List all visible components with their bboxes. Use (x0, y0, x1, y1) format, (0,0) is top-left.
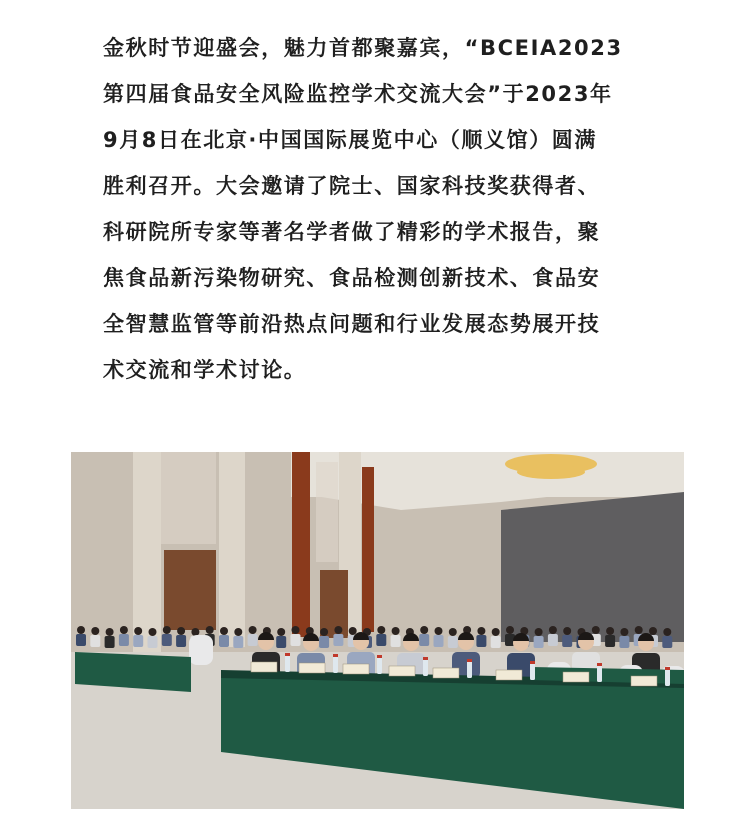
audience-member (233, 636, 243, 648)
water-bottle (665, 668, 670, 686)
name-card (299, 663, 325, 673)
water-bottle (377, 656, 382, 674)
water-bottle (597, 664, 602, 682)
audience-member (162, 634, 172, 646)
audience-head (592, 626, 600, 634)
audience-member (90, 635, 100, 647)
audience-head (249, 626, 257, 634)
audience-head (134, 627, 142, 635)
audience-member (376, 634, 386, 646)
audience-member (434, 635, 444, 647)
bottle-cap (377, 655, 382, 658)
audience-head (163, 626, 171, 634)
bottle-cap (597, 663, 602, 666)
audience-head (506, 626, 514, 634)
audience-head (563, 627, 571, 635)
audience-head (620, 628, 628, 636)
bottle-cap (665, 667, 670, 670)
audience-member (491, 636, 501, 648)
audience-member (562, 635, 572, 647)
audience-head (206, 626, 214, 634)
audience-head (635, 626, 643, 634)
name-card (631, 676, 657, 686)
water-bottle (467, 660, 472, 678)
audience-member (119, 634, 129, 646)
name-card (563, 672, 589, 682)
audience-head (234, 628, 242, 636)
audience-head (549, 626, 557, 634)
audience-member (605, 635, 615, 647)
bottle-cap (423, 657, 428, 660)
audience-member (248, 634, 258, 646)
audience-head (420, 626, 428, 634)
name-card (433, 668, 459, 678)
audience-head (334, 626, 342, 634)
audience-head (663, 628, 671, 636)
audience-member (534, 636, 544, 648)
audience-member (219, 635, 229, 647)
audience-head (449, 628, 457, 636)
audience-member (619, 636, 629, 648)
bottle-cap (333, 654, 338, 657)
audience-member (291, 634, 301, 646)
conference-photo (71, 452, 684, 809)
audience-head (120, 626, 128, 634)
water-bottle (530, 662, 535, 680)
audience-member (148, 636, 158, 648)
water-bottle (285, 654, 290, 672)
audience-head (177, 627, 185, 635)
water-bottle (423, 658, 428, 676)
paragraph-line: 金秋时节迎盛会，魅力首都聚嘉宾，“BCEIA2023 (103, 36, 623, 60)
audience-head (477, 627, 485, 635)
audience-member (333, 634, 343, 646)
audience-head (535, 628, 543, 636)
audience-member (133, 635, 143, 647)
audience-head (191, 628, 199, 636)
audience-head (106, 628, 114, 636)
audience-head (349, 627, 357, 635)
name-card (251, 662, 277, 672)
audience-head (492, 628, 500, 636)
audience-head (377, 626, 385, 634)
audience-head (77, 626, 85, 634)
name-card (343, 664, 369, 674)
audience-head (277, 628, 285, 636)
paragraph-line: 第四届食品安全风险监控学术交流大会”于2023年 (103, 82, 613, 106)
bottle-cap (467, 659, 472, 662)
audience-member (176, 635, 186, 647)
paragraph-line: 科研院所专家等著名学者做了精彩的学术报告，聚 (103, 220, 601, 244)
audience-head (435, 627, 443, 635)
audience-member (548, 634, 558, 646)
audience-member (76, 634, 86, 646)
audience-head (392, 627, 400, 635)
name-card (496, 670, 522, 680)
paragraph-line: 全智慧监管等前沿热点问题和行业发展态势展开技 (103, 312, 601, 336)
audience-member (319, 636, 329, 648)
water-bottle (333, 655, 338, 673)
audience-member (476, 635, 486, 647)
audience-head (606, 627, 614, 635)
paragraph-line: 9月8日在北京·中国国际展览中心（顺义馆）圆满 (103, 128, 597, 152)
bottle-cap (285, 653, 290, 656)
chair (189, 635, 213, 665)
audience-head (649, 627, 657, 635)
audience-member (276, 636, 286, 648)
audience-head (91, 627, 99, 635)
audience-head (292, 626, 300, 634)
audience-member (105, 636, 115, 648)
bottle-cap (530, 661, 535, 664)
conference-scene (71, 452, 684, 809)
paragraph-line: 胜利召开。大会邀请了院士、国家科技奖获得者、 (103, 174, 601, 198)
audience-head (220, 627, 228, 635)
audience-member (419, 634, 429, 646)
audience-head (320, 628, 328, 636)
name-card (389, 666, 415, 676)
article-paragraph (103, 31, 663, 399)
paragraph-line: 焦食品新污染物研究、食品检测创新技术、食品安 (103, 266, 601, 290)
audience-member (662, 636, 672, 648)
paragraph-line: 术交流和学术讨论。 (103, 358, 307, 382)
audience-member (448, 636, 458, 648)
audience-head (149, 628, 157, 636)
audience-member (391, 635, 401, 647)
